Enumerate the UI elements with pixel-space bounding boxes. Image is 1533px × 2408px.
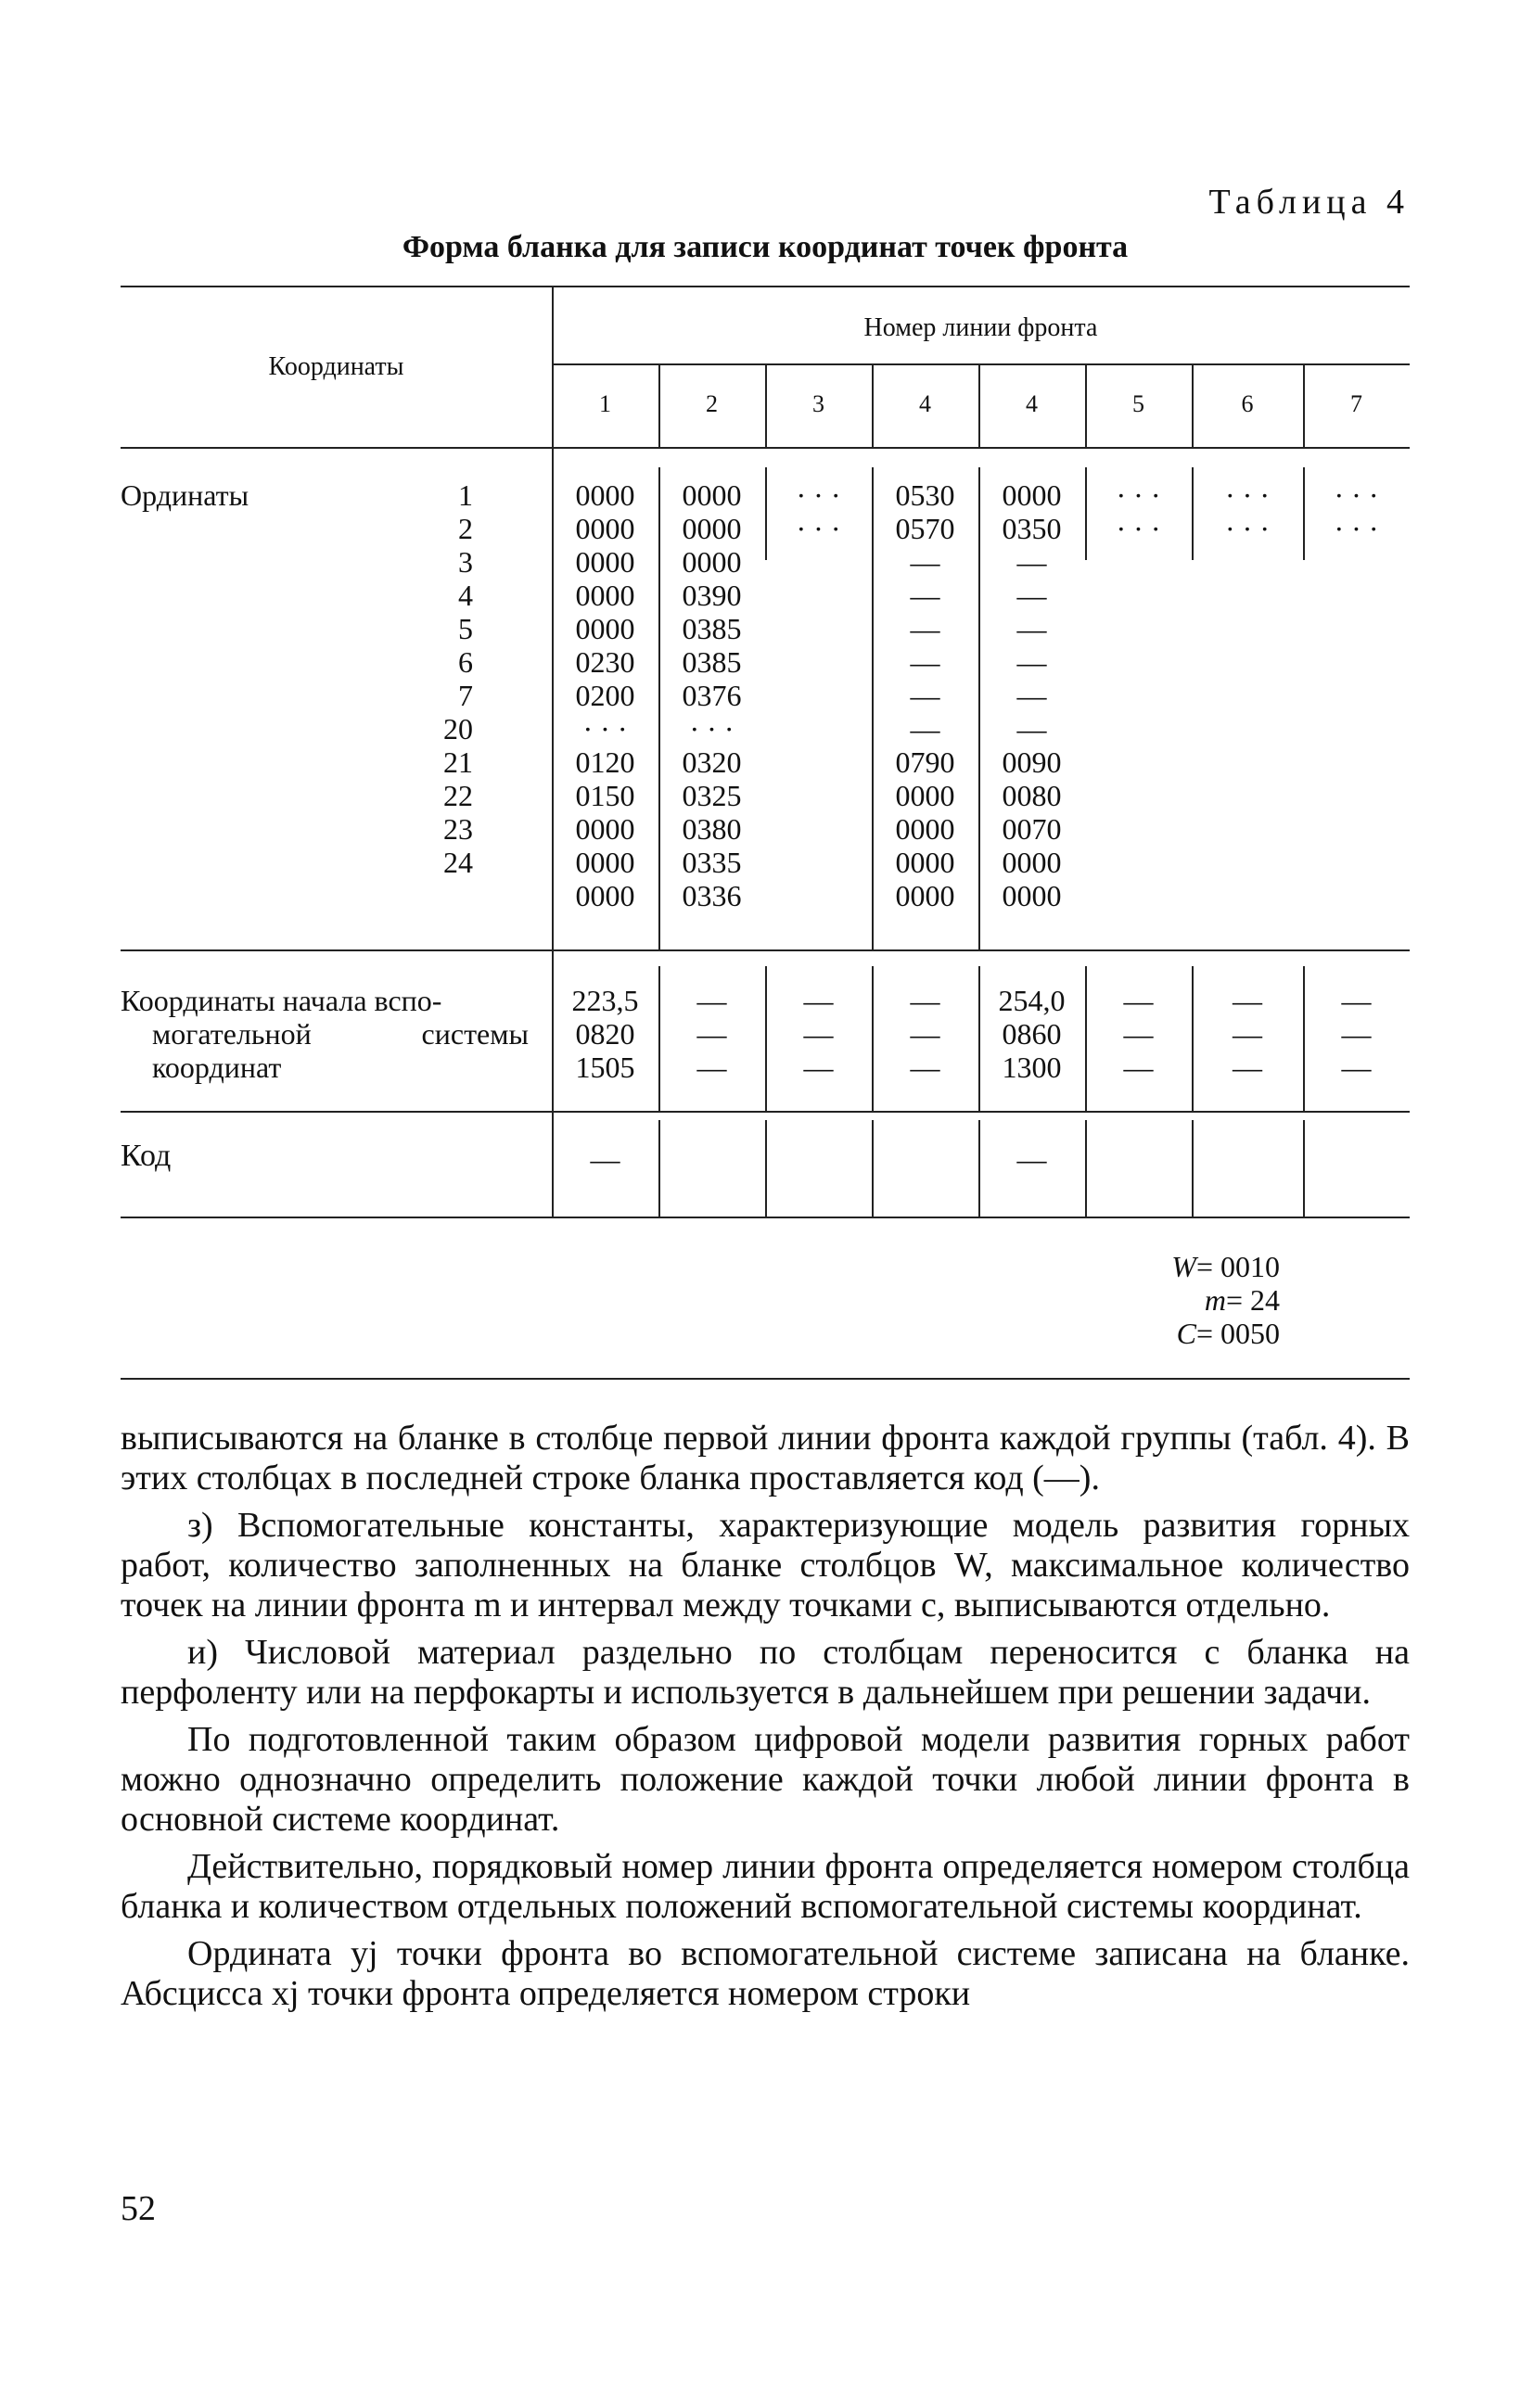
aux-value: — <box>910 984 940 1017</box>
ordinate-value: 0000 <box>1002 478 1062 512</box>
coordinates-header: Координаты <box>268 352 404 381</box>
ordinate-value: 0530 <box>895 478 955 512</box>
ordinate-value: · · · <box>796 478 841 512</box>
col-divider <box>872 1120 874 1217</box>
front-column-3 <box>765 478 872 912</box>
ordinates-bottom-rule <box>121 949 1410 951</box>
ordinate-value: 0000 <box>682 545 742 579</box>
ordinate-value <box>1085 812 1192 846</box>
ordinate-value: 0000 <box>575 512 635 545</box>
ordinate-value: 0385 <box>682 612 742 645</box>
aux-origin-label <box>121 984 529 1084</box>
aux-column-4b <box>978 984 1085 1084</box>
ordinate-value <box>1303 879 1410 912</box>
constant-w: W= 0010 <box>1171 1250 1280 1283</box>
aux-value: — <box>910 1051 940 1084</box>
col-divider <box>658 1120 660 1217</box>
paragraph: з) Вспомогательные константы, характеризующие модель развития горных работ, количество заполненных на бланке столбцов W, максимальное количество точек на линии фронта m и интервал между точками с, выписываются отдельно. <box>121 1506 1410 1624</box>
coordinates-form-table <box>121 286 1410 1380</box>
ordinate-value: · · · <box>1116 512 1161 545</box>
ordinate-value <box>1085 612 1192 645</box>
ordinate-value <box>1303 712 1410 745</box>
ordinate-value <box>765 545 872 579</box>
ordinate-value <box>1192 612 1303 645</box>
ordinate-value <box>1303 679 1410 712</box>
ordinate-value: 0230 <box>575 645 635 679</box>
code-bottom-rule <box>121 1217 1410 1218</box>
constant-c: C= 0050 <box>1176 1317 1280 1350</box>
ordinate-value: 0000 <box>895 846 955 879</box>
ordinate-value: · · · <box>1334 478 1379 512</box>
aux-value: — <box>1341 984 1372 1017</box>
ordinate-value: 0790 <box>895 745 955 779</box>
row-number: 24 <box>443 846 473 879</box>
aux-column-3 <box>765 984 872 1084</box>
aux-value: — <box>696 1017 727 1051</box>
table-top-rule <box>121 286 1410 287</box>
row-number: 3 <box>458 545 473 579</box>
aux-value: — <box>696 1051 727 1084</box>
ordinate-value: 0120 <box>575 745 635 779</box>
aux-label-line-2a: могательной <box>152 1017 312 1051</box>
aux-column-7 <box>1303 984 1410 1084</box>
constant-m: m= 24 <box>1204 1283 1280 1317</box>
ordinate-value: 0000 <box>575 545 635 579</box>
ordinate-value: — <box>910 645 940 679</box>
column-number: 6 <box>1241 390 1254 417</box>
ordinate-value: 0000 <box>682 512 742 545</box>
ordinate-value: 0000 <box>895 779 955 812</box>
aux-bottom-rule <box>121 1111 1410 1113</box>
aux-value: — <box>1233 984 1262 1017</box>
aux-column-4 <box>872 984 978 1084</box>
ordinate-value: 0380 <box>682 812 742 846</box>
ordinate-value: 0570 <box>895 512 955 545</box>
ordinate-value: — <box>1016 712 1047 745</box>
row-number: 2 <box>458 512 473 545</box>
ordinate-value: — <box>1016 679 1047 712</box>
ordinate-value: 0350 <box>1002 512 1062 545</box>
aux-value: — <box>1341 1051 1372 1084</box>
front-column-4 <box>872 478 978 912</box>
front-column-1 <box>552 478 658 912</box>
ordinate-value <box>1303 579 1410 612</box>
ordinate-value <box>1085 779 1192 812</box>
row-number: 4 <box>458 579 473 612</box>
aux-value: — <box>910 1017 940 1051</box>
ordinate-value <box>1192 846 1303 879</box>
ordinate-value: · · · <box>796 512 841 545</box>
column-number: 5 <box>1132 390 1144 417</box>
ordinate-value: 0000 <box>895 812 955 846</box>
front-header-rule <box>552 363 1410 365</box>
ordinate-value: 0000 <box>575 612 635 645</box>
ordinate-value: — <box>1016 545 1047 579</box>
ordinate-value: 0200 <box>575 679 635 712</box>
front-column-2 <box>658 478 765 912</box>
constants-block <box>1104 1250 1280 1350</box>
aux-column-2 <box>658 984 765 1084</box>
ordinate-value: 0070 <box>1002 812 1062 846</box>
ordinate-value <box>765 879 872 912</box>
row-number: 6 <box>458 645 473 679</box>
ordinate-value <box>765 779 872 812</box>
row-number: 1 <box>458 478 473 512</box>
aux-value: — <box>803 984 834 1017</box>
aux-label-line-2b: системы <box>421 1017 529 1051</box>
ordinate-value <box>1085 846 1192 879</box>
ordinate-value: 0150 <box>575 779 635 812</box>
aux-column-6 <box>1192 984 1303 1084</box>
ordinate-value: 0000 <box>575 478 635 512</box>
ordinate-value <box>1085 712 1192 745</box>
ordinate-value: · · · <box>1225 478 1270 512</box>
ordinate-value: 0336 <box>682 879 742 912</box>
ordinate-value <box>1192 745 1303 779</box>
aux-column-5 <box>1085 984 1192 1084</box>
ordinate-value <box>765 846 872 879</box>
column-number: 4 <box>919 390 931 417</box>
column-number: 1 <box>599 390 611 417</box>
ordinate-value <box>765 579 872 612</box>
ordinate-value: 0080 <box>1002 779 1062 812</box>
ordinate-value <box>1303 745 1410 779</box>
front-column-6 <box>1192 478 1303 912</box>
col-divider <box>765 1120 767 1217</box>
aux-value: — <box>803 1017 834 1051</box>
paragraph: выписываются на бланке в столбце первой линии фронта каждой группы (табл. 4). В этих столбцах в последней строке бланка проставляется код (—). <box>121 1419 1410 1497</box>
code-label: Код <box>121 1139 172 1173</box>
aux-value: 1300 <box>1002 1051 1062 1084</box>
ordinate-value <box>1192 679 1303 712</box>
ordinate-value <box>1192 545 1303 579</box>
ordinate-value: — <box>910 712 940 745</box>
row-number: 22 <box>443 779 473 812</box>
ordinate-value <box>1303 779 1410 812</box>
aux-label-line-3: координат <box>152 1051 282 1084</box>
ordinate-value <box>1085 545 1192 579</box>
col-divider <box>1085 1120 1087 1217</box>
ordinate-value: 0000 <box>575 812 635 846</box>
column-number: 4 <box>1026 390 1038 417</box>
ordinate-value <box>1192 812 1303 846</box>
aux-value: — <box>1341 1017 1372 1051</box>
book-page <box>121 0 1410 2408</box>
ordinate-value: 0000 <box>682 478 742 512</box>
ordinate-value <box>1303 612 1410 645</box>
ordinate-value <box>765 745 872 779</box>
ordinate-value <box>1085 879 1192 912</box>
ordinate-value: 0090 <box>1002 745 1062 779</box>
paragraph: Ордината yj точки фронта во вспомогательной системе записана на бланке. Абсцисса xj точки фронта определяется номером строки <box>121 1934 1410 2013</box>
aux-value: — <box>696 984 727 1017</box>
front-column-4b <box>978 478 1085 912</box>
ordinate-value: 0000 <box>575 846 635 879</box>
front-line-number-header: Номер линии фронта <box>863 313 1098 342</box>
aux-value: 1505 <box>575 1051 635 1084</box>
row-number: 23 <box>443 812 473 846</box>
table-bottom-rule <box>121 1378 1410 1380</box>
ordinate-value: — <box>1016 645 1047 679</box>
ordinate-value: 0376 <box>682 679 742 712</box>
ordinate-value <box>1303 812 1410 846</box>
front-column-7 <box>1303 478 1410 912</box>
ordinate-value <box>1085 645 1192 679</box>
ordinate-value <box>1192 779 1303 812</box>
aux-label-line-1: Координаты начала вспо- <box>121 984 442 1017</box>
ordinate-value: 0390 <box>682 579 742 612</box>
ordinate-value <box>765 645 872 679</box>
ordinates-label: Ординаты <box>121 478 249 512</box>
col-divider <box>1303 1120 1305 1217</box>
ordinate-value: · · · <box>1334 512 1379 545</box>
aux-value: 0860 <box>1002 1017 1062 1051</box>
ordinate-value: · · · <box>1225 512 1270 545</box>
ordinate-value: 0000 <box>1002 846 1062 879</box>
ordinate-value: — <box>1016 612 1047 645</box>
ordinate-value <box>1192 879 1303 912</box>
ordinate-value: 0320 <box>682 745 742 779</box>
row-number: 5 <box>458 612 473 645</box>
ordinate-value <box>1303 545 1410 579</box>
col-divider <box>1192 1120 1194 1217</box>
page-number: 52 <box>121 2189 156 2228</box>
ordinate-value: — <box>910 679 940 712</box>
aux-value: — <box>1233 1051 1262 1084</box>
ordinate-value: · · · <box>689 712 735 745</box>
aux-value: — <box>1123 1051 1154 1084</box>
aux-value: — <box>1123 1017 1154 1051</box>
ordinate-value <box>1192 645 1303 679</box>
ordinate-value <box>765 679 872 712</box>
paragraph: Действительно, порядковый номер линии фронта определяется номером столбца бланка и количеством отдельных положений вспомогательной системы координат. <box>121 1847 1410 1926</box>
ordinate-value: — <box>910 579 940 612</box>
ordinate-value <box>765 812 872 846</box>
ordinate-value: 0000 <box>575 879 635 912</box>
table-number-label: Таблица 4 <box>1208 183 1410 222</box>
row-number: 7 <box>458 679 473 712</box>
ordinate-value <box>1303 645 1410 679</box>
front-column-5 <box>1085 478 1192 912</box>
code-value: — <box>590 1142 620 1176</box>
ordinate-value: 0000 <box>575 579 635 612</box>
aux-value: — <box>803 1051 834 1084</box>
row-number: 21 <box>443 745 473 779</box>
ordinate-value: 0000 <box>895 879 955 912</box>
ordinate-value: — <box>910 612 940 645</box>
column-number: 3 <box>812 390 824 417</box>
ordinate-value <box>765 712 872 745</box>
ordinate-value: · · · <box>582 712 628 745</box>
aux-value: 254,0 <box>998 984 1066 1017</box>
paragraph: и) Числовой материал раздельно по столбцам переносится с бланка на перфоленту или на перфокарты и используется в дальнейшем при решении задачи. <box>121 1633 1410 1712</box>
ordinate-value: 0325 <box>682 779 742 812</box>
code-value: — <box>1016 1142 1047 1176</box>
table-caption: Форма бланка для записи координат точек фронта <box>402 230 1129 264</box>
ordinate-value: — <box>910 545 940 579</box>
header-bottom-rule <box>121 447 1410 449</box>
paragraph: По подготовленной таким образом цифровой модели развития горных работ можно однозначно определить положение каждой точки любой линии фронта в основной системе координат. <box>121 1720 1410 1839</box>
row-numbers <box>362 478 473 879</box>
ordinate-value <box>1085 745 1192 779</box>
ordinate-value: — <box>1016 579 1047 612</box>
aux-column-1 <box>552 984 658 1084</box>
ordinate-value: · · · <box>1116 478 1161 512</box>
column-number: 2 <box>706 390 718 417</box>
ordinate-value: 0385 <box>682 645 742 679</box>
ordinate-value <box>1192 579 1303 612</box>
column-number: 7 <box>1350 390 1362 417</box>
ordinate-value <box>1192 712 1303 745</box>
aux-value: 223,5 <box>571 984 639 1017</box>
ordinate-value: 0335 <box>682 846 742 879</box>
ordinate-value <box>1303 846 1410 879</box>
ordinate-value <box>1085 579 1192 612</box>
body-text <box>121 1419 1410 2021</box>
aux-value: — <box>1233 1017 1262 1051</box>
aux-value: — <box>1123 984 1154 1017</box>
ordinate-value: 0000 <box>1002 879 1062 912</box>
ordinate-value <box>765 612 872 645</box>
row-number: 20 <box>443 712 473 745</box>
aux-value: 0820 <box>575 1017 635 1051</box>
ordinate-value <box>1085 679 1192 712</box>
